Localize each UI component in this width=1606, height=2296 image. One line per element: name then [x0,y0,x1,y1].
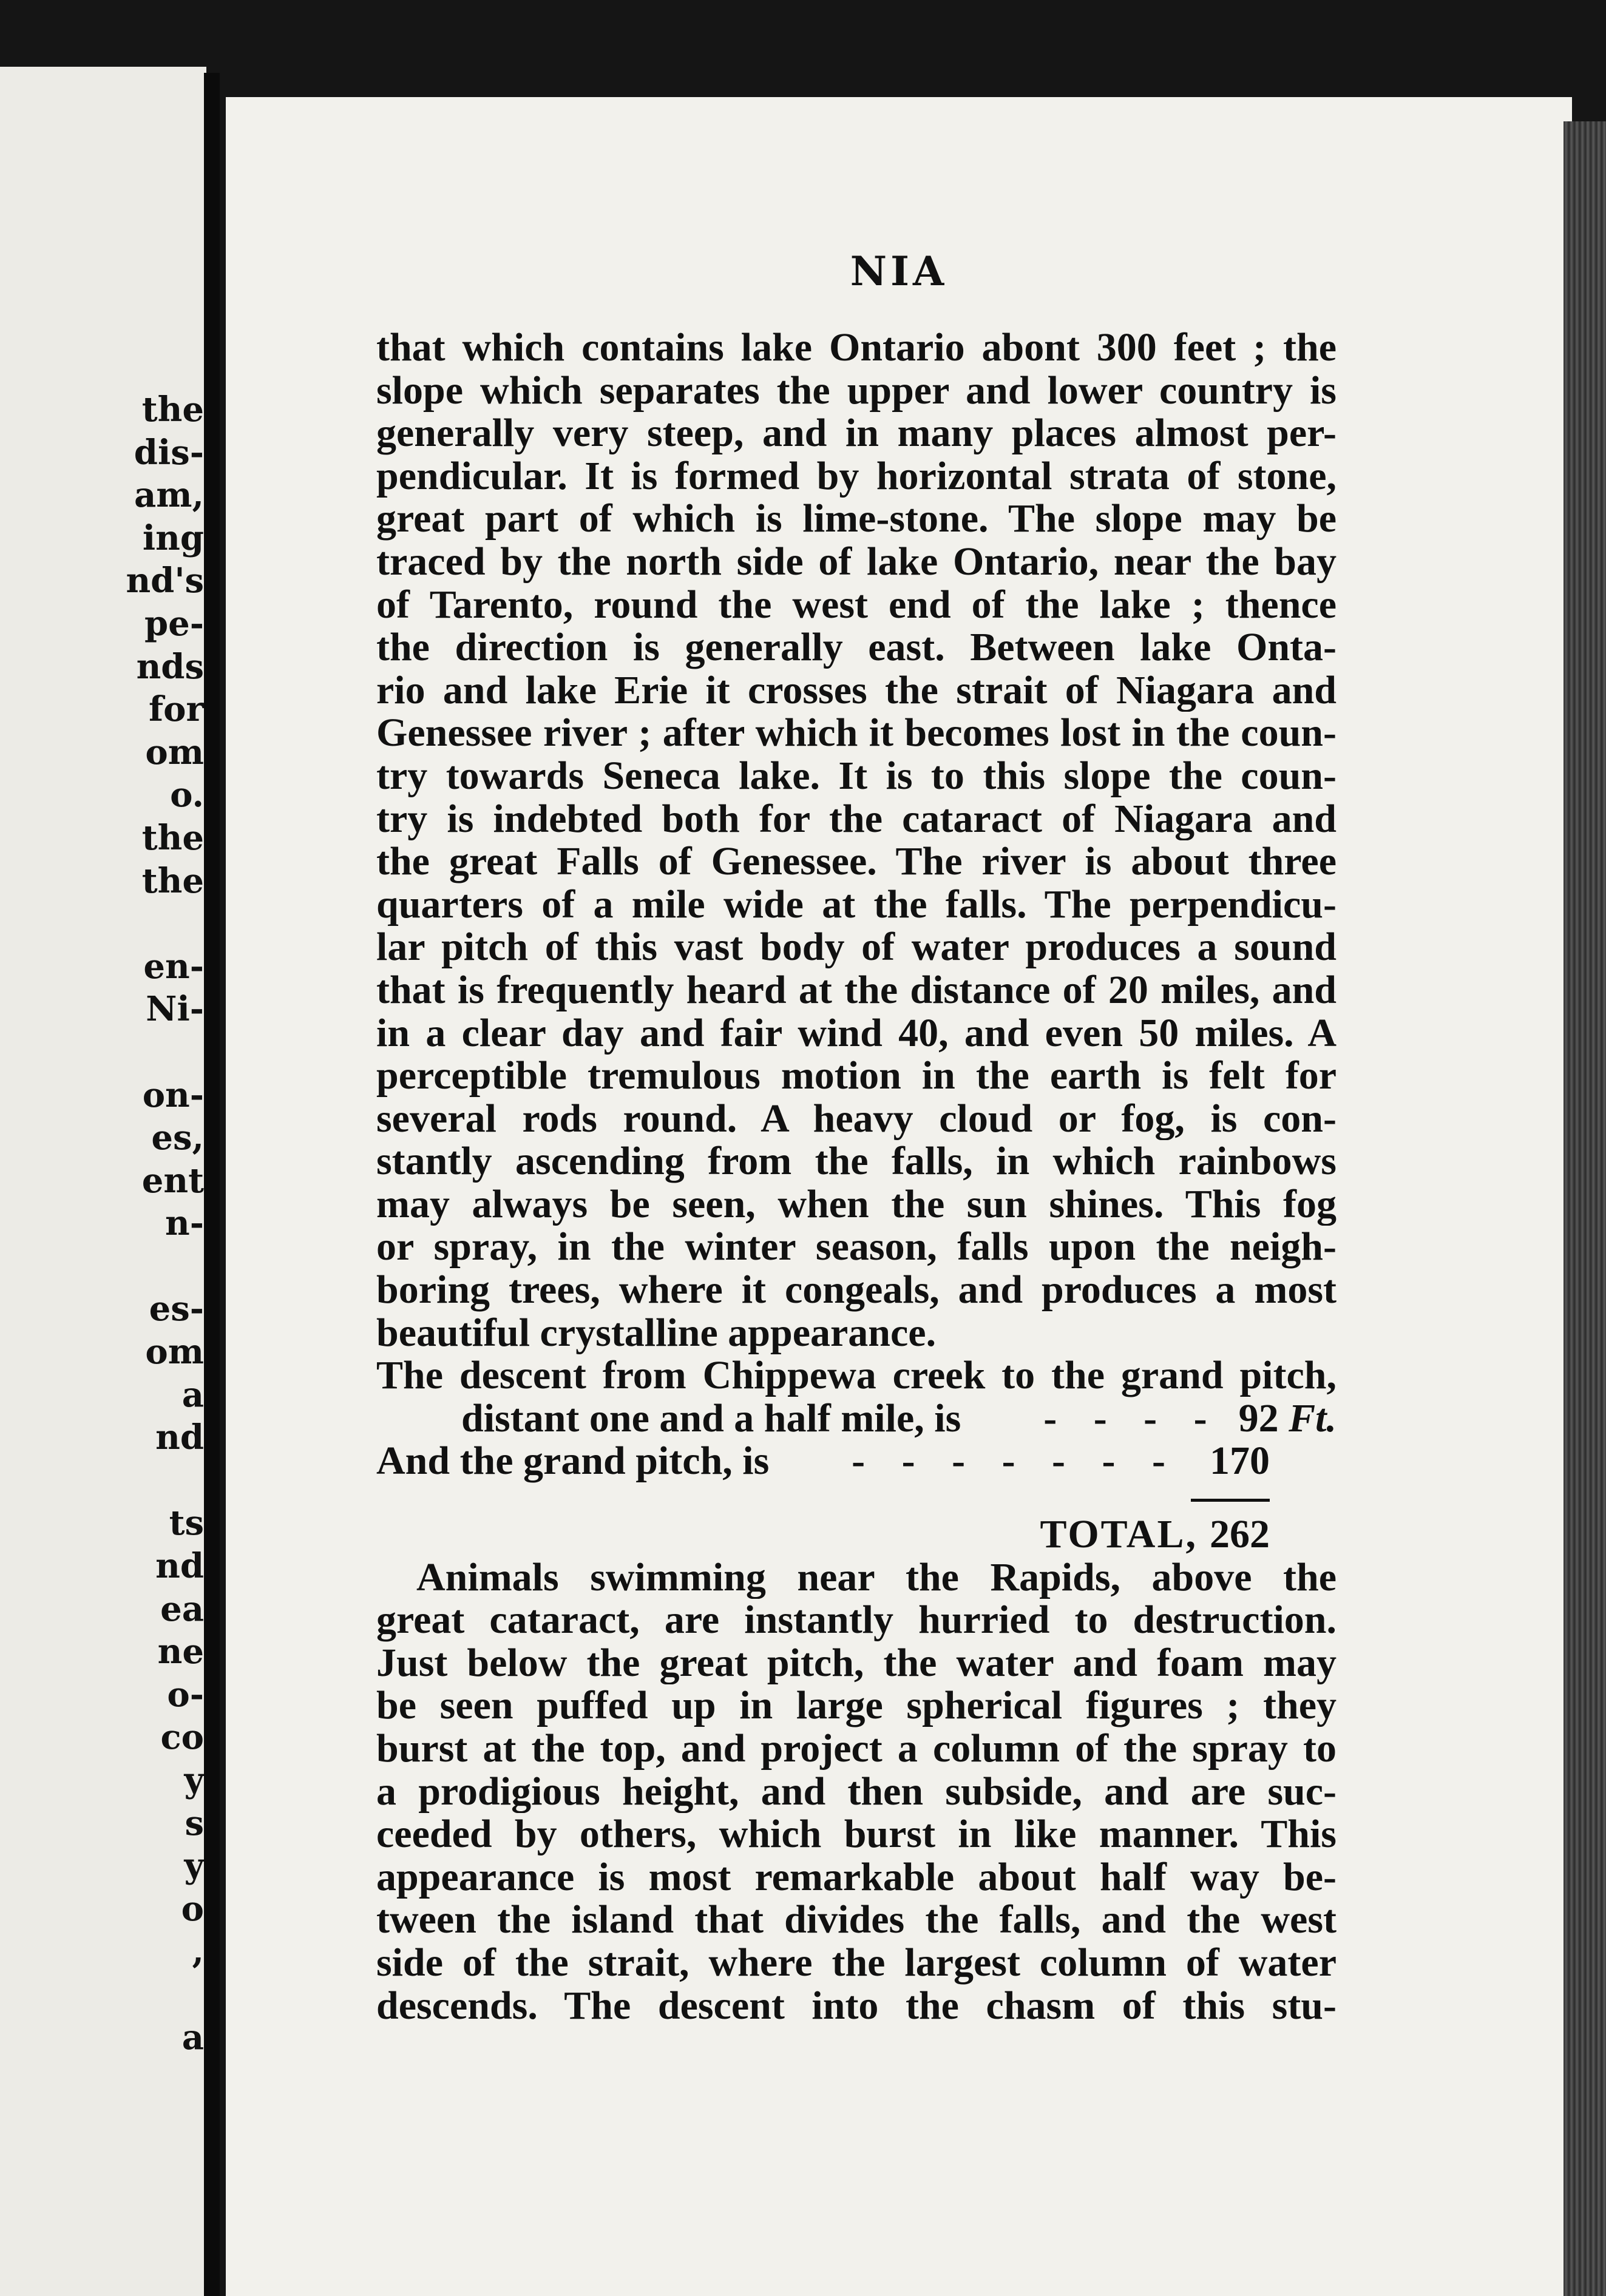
text-line: pendicular. It is formed by horizontal strata of stone, [376,454,1337,498]
text-line: ceeded by others, which burst in like manner. This [376,1813,1337,1856]
left-fragment: om [145,732,204,772]
left-fragment: ts [169,1503,204,1544]
left-fragment: y [184,1760,204,1800]
paragraph-animals [376,1556,1337,2028]
left-fragment: o. [170,775,204,815]
left-fragment: pe- [144,603,204,644]
left-fragment: the [141,390,204,430]
sum-rule [376,1483,1270,1513]
tally-label: distant one and a half mile, is [461,1396,961,1440]
text-line: slope which separates the upper and lower country is [376,369,1337,413]
text-line: a prodigious height, and then subside, and are suc- [376,1770,1337,1814]
left-fragment: es, [151,1118,204,1158]
text-line: the direction is generally east. Between lake Onta- [376,626,1337,669]
left-fragment [83,902,204,945]
left-fragment [83,1245,204,1288]
tally-dots: - - - - - - - [852,1440,1179,1484]
text-line: boring trees, where it congeals, and produces a most [376,1269,1337,1312]
left-fragment: en- [143,946,204,987]
tally-row-chippewa [376,1397,1337,1440]
left-fragment: for [149,689,204,730]
tally-unit: Ft. [1289,1396,1337,1440]
left-fragment: the [141,860,204,901]
text-line: several rods round. A heavy cloud or fog, is con- [376,1097,1337,1141]
tally-row-grand-pitch [376,1440,1337,1483]
left-fragment: om [145,1332,204,1373]
text-line: appearance is most remarkable about half way be- [376,1855,1337,1899]
text-line: traced by the north side of lake Ontario, near the bay [376,540,1337,584]
text-line: Just below the great pitch, the water and foam may [376,1641,1337,1685]
left-fragment: o [181,1888,204,1929]
left-fragment: on- [142,1075,204,1115]
tally-value: 92 Ft. [1238,1396,1337,1440]
total-row [376,1513,1337,1556]
tally-dots: - - - - [1043,1397,1221,1440]
left-fragment: nds [136,646,204,687]
left-fragment: y [184,1846,204,1886]
text-line: of Tarento, round the west end of the lake ; thence [376,583,1337,627]
text-line: quarters of a mile wide at the falls. The perpendicu- [376,883,1337,927]
left-fragment: ne [157,1632,204,1672]
left-fragment: s [185,1803,204,1843]
left-fragment: es- [149,1289,204,1329]
right-page [226,97,1572,2296]
text-line: beautiful crystalline appearance. [376,1311,937,1355]
text-line: or spray, in the winter season, falls upon the neigh- [376,1226,1337,1269]
left-fragment: co [160,1717,204,1758]
left-fragment: ent [141,1160,204,1201]
text-line: try is indebted both for the cataract of Niagara and [376,797,1337,841]
left-page-text-fragments [83,388,204,2059]
left-fragment [83,1973,204,2016]
left-fragment: nd's [126,561,204,601]
text-line: side of the strait, where the largest column of water [376,1941,1337,1985]
text-line: that which contains lake Ontario abont 300 feet ; the [376,326,1337,370]
page-body [376,326,1337,2027]
left-fragment: the [141,817,204,858]
total-label: TOTAL, [1040,1512,1198,1557]
tally-value: 170 [1210,1439,1270,1484]
paragraph-slope [376,326,1337,1354]
text-line: descends. The descent into the chasm of this stu- [376,1984,1337,2028]
left-fragment: ea [160,1589,204,1629]
left-fragment: o- [167,1674,204,1715]
left-fragment [83,1459,204,1502]
text-line: rio and lake Erie it crosses the strait of Niagara and [376,669,1337,712]
left-fragment: dis- [134,432,204,473]
text-line: generally very steep, and in many places almost per- [376,412,1337,455]
left-fragment: nd [155,1546,204,1587]
text-line: that is frequently heard at the distance of 20 miles, and [376,968,1337,1012]
text-line: lar pitch of this vast body of water produces a sound [376,926,1337,969]
text-line: be seen puffed up in large spherical figures ; they [376,1684,1337,1727]
text-line: Animals swimming near the Rapids, above the [416,1556,1337,1599]
text-line: the great Falls of Genessee. The river is about three [376,840,1337,883]
left-page [0,67,206,2296]
text-line: great cataract, are instantly hurried to destruction. [376,1599,1337,1642]
left-fragment: Ni- [146,989,204,1030]
text-line: great part of which is lime-stone. The slope may be [376,498,1337,541]
left-fragment: a [181,1374,204,1415]
left-fragment: ing [142,518,204,558]
page-edge [1564,121,1606,2296]
text-line: Genessee river ; after which it becomes lost in the coun- [376,712,1337,755]
left-fragment: n- [165,1203,204,1244]
text-line: burst at the top, and project a column of the spray to [376,1727,1337,1771]
descent-line: The descent from Chippewa creek to the grand pitch, [376,1354,1337,1397]
text-line: tween the island that divides the falls, and the west [376,1899,1337,1942]
left-fragment: am, [134,475,204,516]
tally-label: And the grand pitch, is [376,1439,770,1484]
left-fragment: nd [155,1417,204,1458]
text-line: may always be seen, when the sun shines. This fog [376,1183,1337,1226]
text-line: perceptible tremulous motion in the earth is felt for [376,1055,1337,1098]
total-value: 262 [1210,1512,1270,1557]
left-fragment: , [192,1931,204,1972]
page-gutter [204,73,220,2296]
left-fragment: a [181,2017,204,2058]
left-fragment [83,1031,204,1074]
text-line: in a clear day and fair wind 40, and even 50 miles. A [376,1011,1337,1055]
running-head: NIA [850,248,948,295]
text-line: stantly ascending from the falls, in which rainbows [376,1140,1337,1183]
text-line: try towards Seneca lake. It is to this slope the coun- [376,754,1337,798]
